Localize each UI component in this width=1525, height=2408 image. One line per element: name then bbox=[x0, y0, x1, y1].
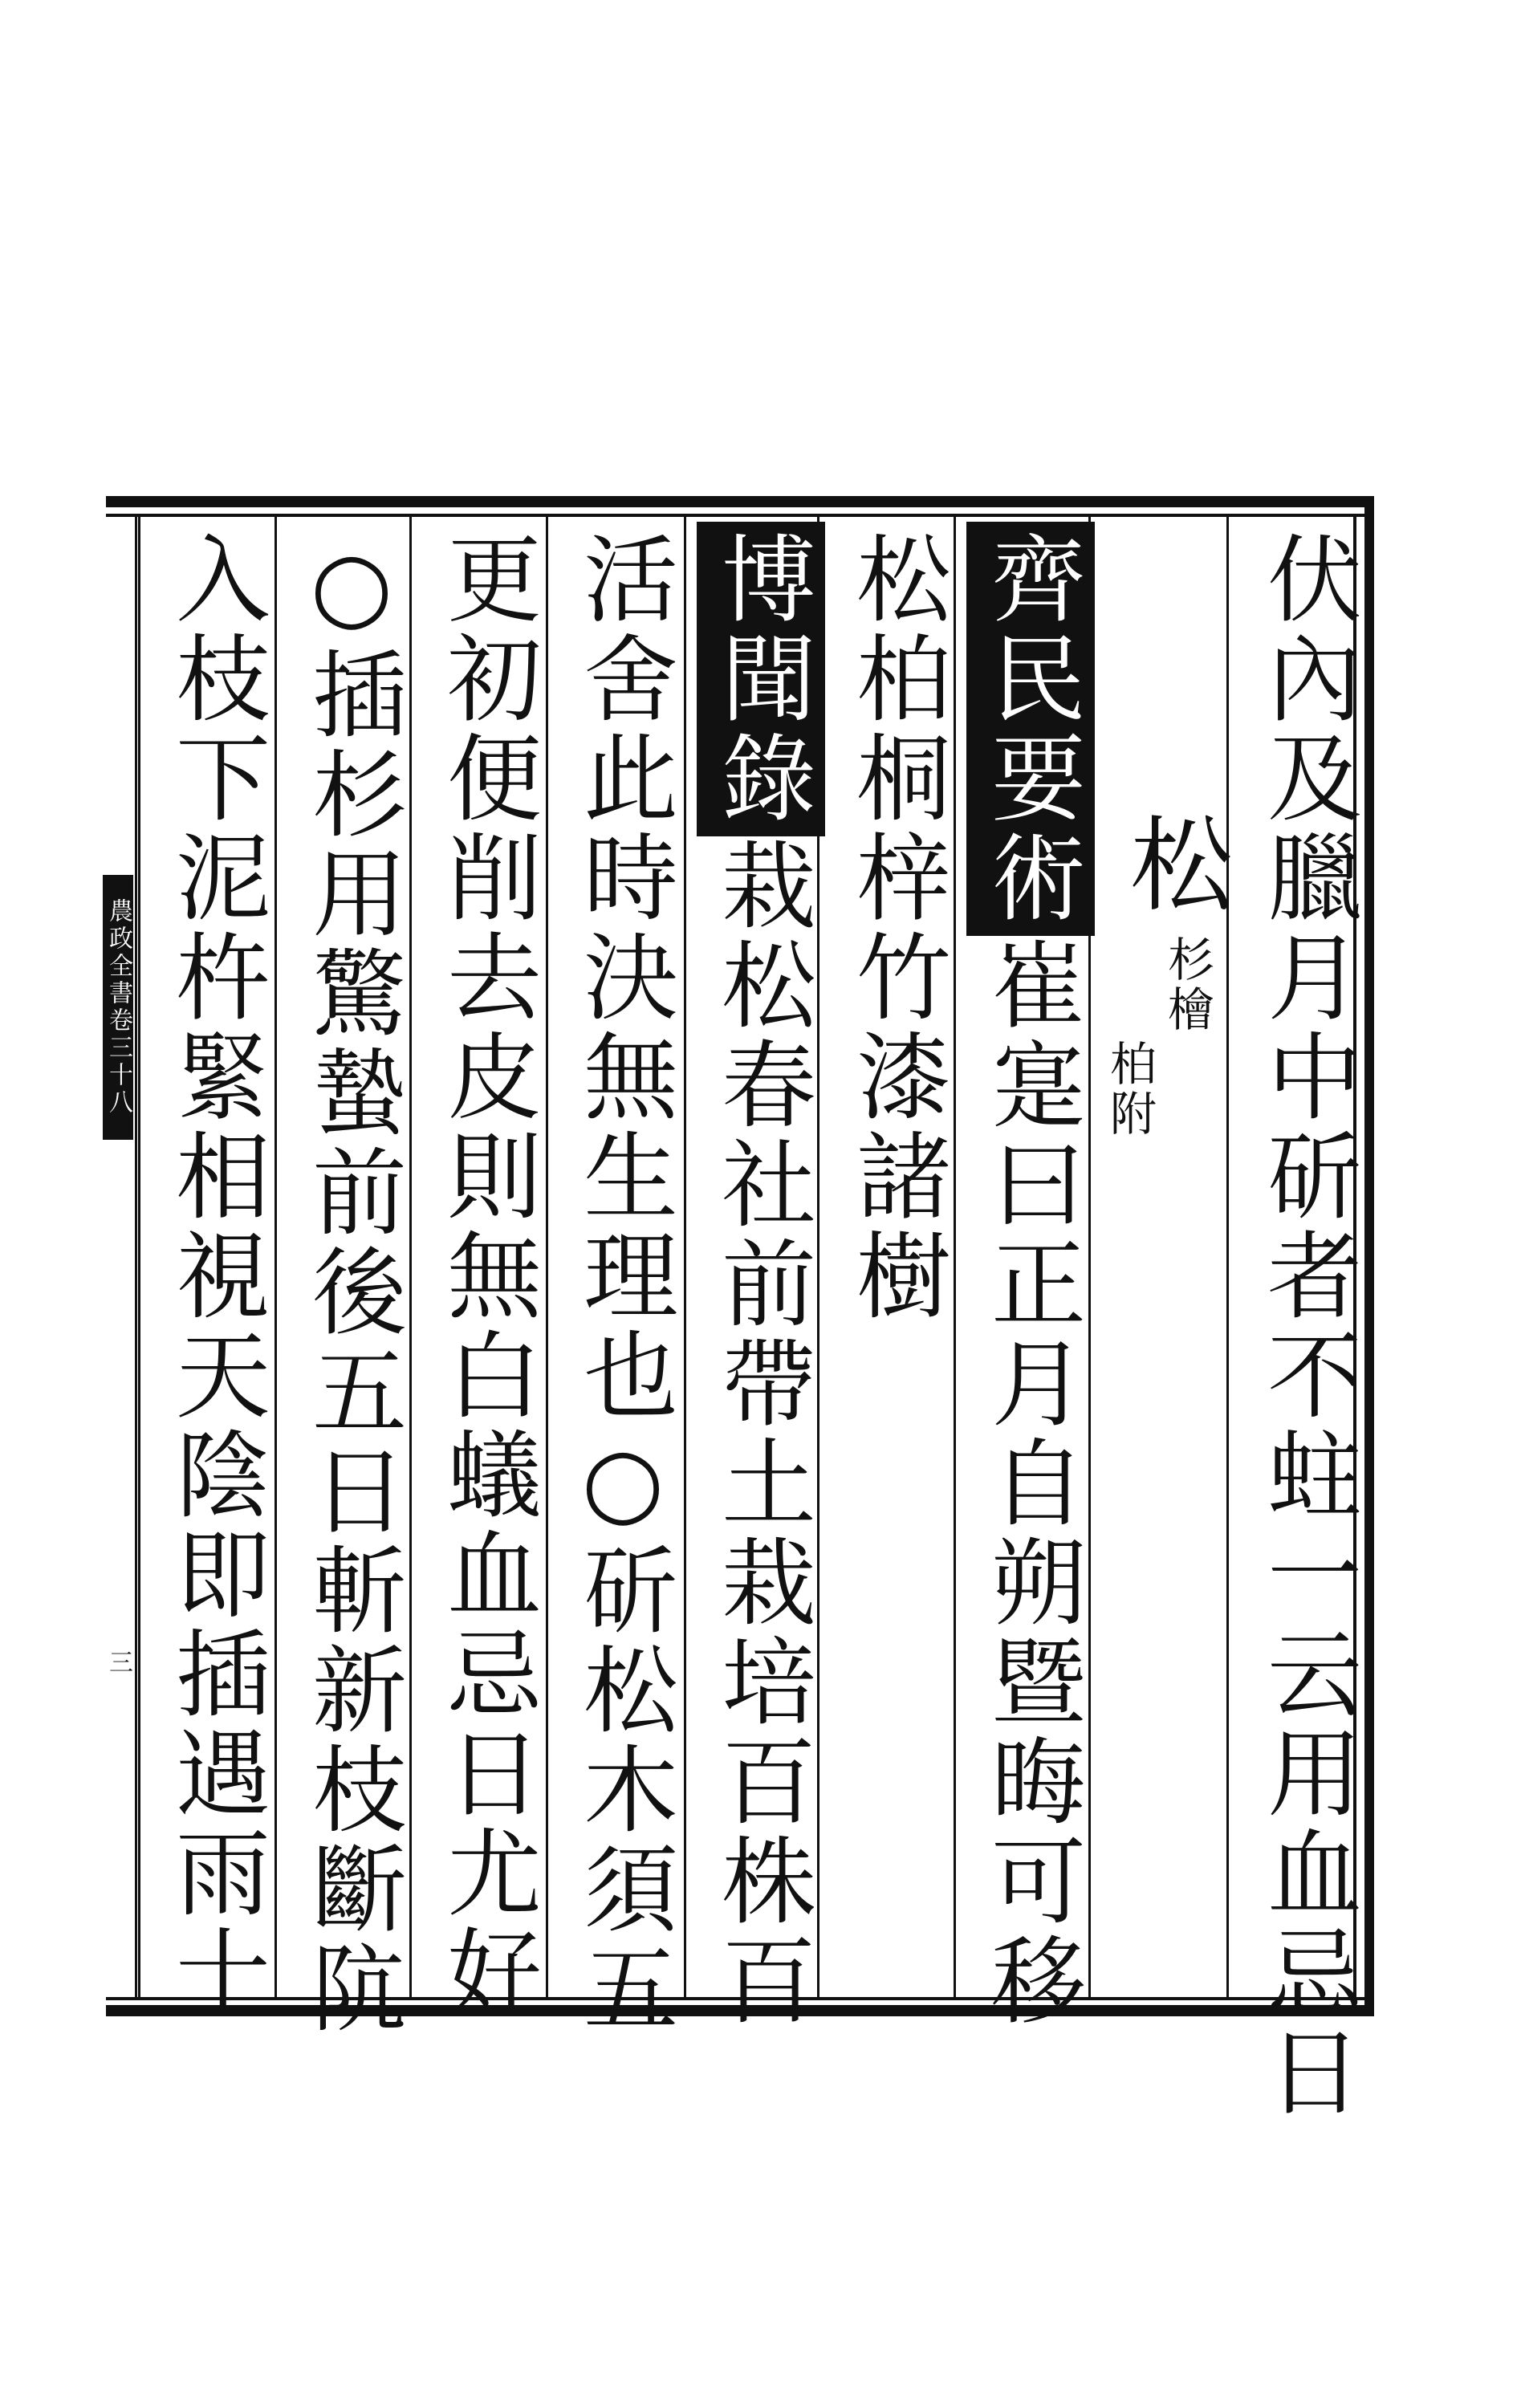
column-text: 崔寔曰正月自朔暨晦可移 bbox=[975, 936, 1086, 2031]
source-label: 齊民要術 bbox=[966, 522, 1095, 936]
column-rule bbox=[138, 514, 140, 1999]
frame-top-border bbox=[106, 496, 1374, 507]
source-label: 博聞錄 bbox=[697, 522, 825, 836]
column-rule bbox=[1226, 514, 1229, 1999]
binding-margin bbox=[101, 514, 137, 1999]
text-column-3 bbox=[966, 522, 1095, 2031]
section-heading: 松 bbox=[1112, 811, 1232, 921]
heading-note-left: 柏附 bbox=[1102, 1039, 1157, 1139]
text-column-7: 更初便削去皮則無白蟻血忌日尤好 bbox=[431, 530, 542, 2023]
frame-top-inner-border bbox=[106, 514, 1374, 517]
text-column-9: 入枝下泥杵緊相視天陰即插遇雨十 bbox=[160, 530, 270, 2023]
margin-book-title: 農政全書卷三十八 bbox=[103, 875, 133, 1140]
text-column-1: 伏內及臘月中斫者不蛀一云用血忌日 bbox=[1251, 530, 1362, 2122]
text-column-8: ○插杉用驚蟄前後五日斬新枝斷阬 bbox=[296, 530, 407, 2039]
text-column-6: 活舍此時決無生理也○斫松木須五 bbox=[567, 530, 678, 2039]
margin-page-number: 三 bbox=[104, 1649, 132, 1674]
text-column-4: 松柏桐梓竹漆諸樹 bbox=[840, 530, 951, 1326]
text-column-5 bbox=[697, 522, 825, 2031]
column-text: 栽松春社前帶土栽培百株百 bbox=[706, 836, 816, 2031]
heading-note-right: 杉檜 bbox=[1160, 935, 1214, 1035]
